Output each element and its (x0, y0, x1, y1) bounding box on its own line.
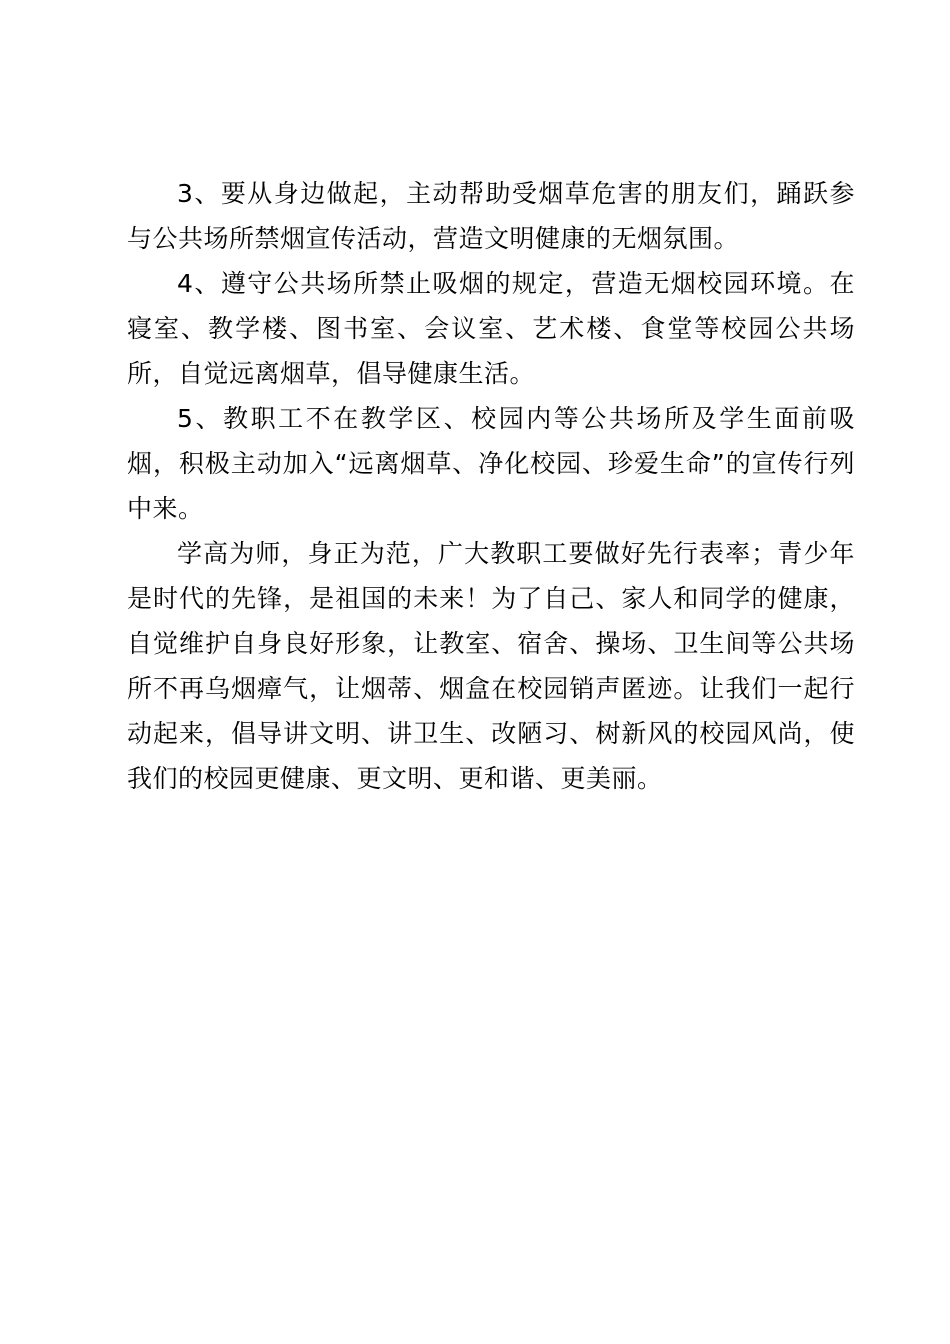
paragraph-item-3: 3、要从身边做起，主动帮助受烟草危害的朋友们，踊跃参与公共场所禁烟宣传活动，营造文明健康的无烟氛围。 (127, 179, 855, 253)
paragraph-closing: 学高为师，身正为范，广大教职工要做好先行表率；青少年是时代的先锋，是祖国的未来！为了自己、家人和同学的健康，自觉维护自身良好形象，让教室、宿舍、操场、卫生间等公共场所不再乌烟瘴气，让烟蒂、烟盒在校园销声匿迹。让我们一起行动起来，倡导讲文明、讲卫生、改陋习、树新风的校园风尚，使我们的校园更健康、更文明、更和谐、更美丽。 (127, 539, 855, 793)
paragraph-item-4: 4、遵守公共场所禁止吸烟的规定，营造无烟校园环境。在寝室、教学楼、图书室、会议室、艺术楼、食堂等校园公共场所，自觉远离烟草，倡导健康生活。 (127, 269, 855, 388)
paragraph-item-5: 5、教职工不在教学区、校园内等公共场所及学生面前吸烟，积极主动加入“远离烟草、净化校园、珍爱生命”的宣传行列中来。 (127, 404, 855, 523)
document-body (127, 171, 855, 801)
